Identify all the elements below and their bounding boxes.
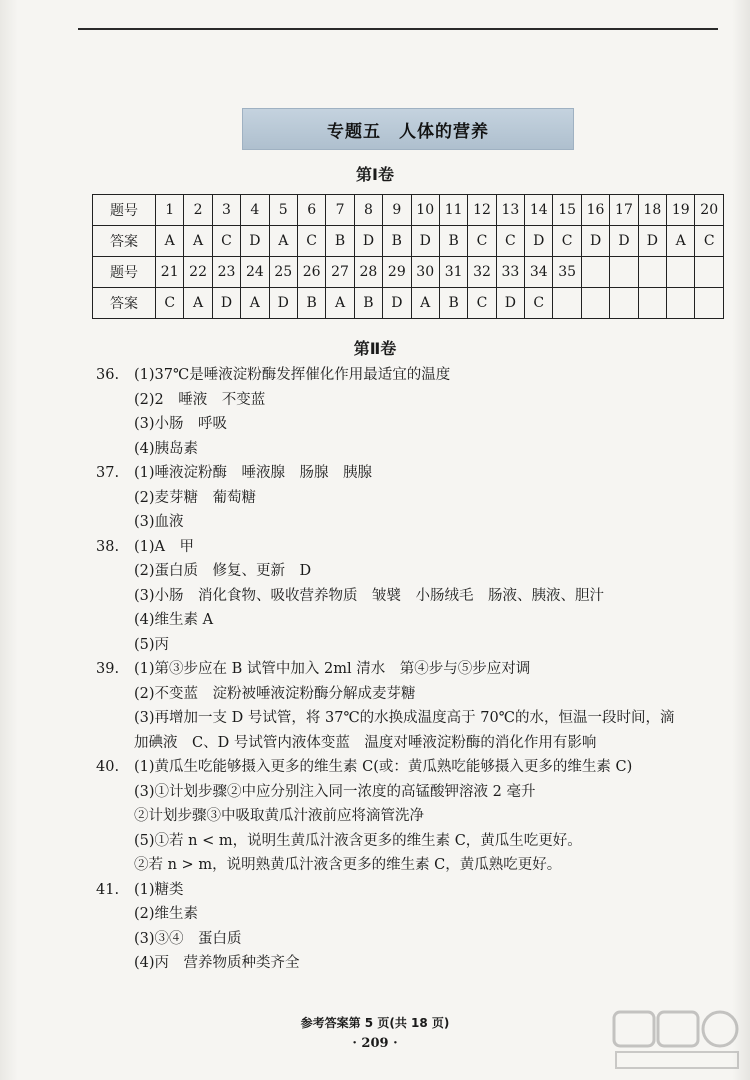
answer-line — [96, 902, 736, 927]
table-cell: B — [297, 288, 325, 319]
table-cell: 31 — [439, 257, 467, 288]
table-cell: 15 — [553, 195, 581, 226]
answer-line — [96, 633, 736, 658]
table-cell: D — [269, 288, 297, 319]
answer-text: (1)唾液淀粉酶 唾液腺 肠腺 胰腺 — [134, 465, 373, 481]
answer-text: (2)2 唾液 不变蓝 — [134, 391, 266, 408]
volume-1-title: 第Ⅰ卷 — [356, 165, 394, 184]
answer-line — [96, 657, 736, 682]
answer-line — [96, 927, 736, 952]
table-cell: 13 — [496, 195, 524, 226]
table-cell: A — [411, 288, 439, 319]
answer-text: (1)第③步应在 B 试管中加入 2ml 清水 第④步与⑤步应对调 — [134, 661, 531, 677]
table-cell: 19 — [667, 195, 695, 226]
table-cell — [610, 257, 638, 288]
answer-text: ②若 n > m，说明熟黄瓜汁液含更多的维生素 C，黄瓜熟吃更好。 — [134, 857, 562, 873]
table-cell — [581, 257, 609, 288]
table-cell: 28 — [354, 257, 382, 288]
answer-line — [96, 559, 736, 584]
table-cell — [553, 288, 581, 319]
table-cell: D — [411, 226, 439, 257]
table-cell: C — [156, 288, 184, 319]
answer-line — [96, 412, 736, 437]
answer-line — [96, 461, 736, 486]
table-cell: 20 — [695, 195, 724, 226]
table-cell: 6 — [297, 195, 325, 226]
table-cell: 16 — [581, 195, 609, 226]
answer-line — [96, 437, 736, 462]
table-cell: 5 — [269, 195, 297, 226]
table-cell: D — [354, 226, 382, 257]
table-cell: A — [269, 226, 297, 257]
table-cell: A — [667, 226, 695, 257]
table-cell: 35 — [553, 257, 581, 288]
question-number: 37. — [96, 465, 120, 481]
table-cell: 2 — [184, 195, 212, 226]
table-cell: 26 — [297, 257, 325, 288]
table-cell — [695, 288, 724, 319]
answer-text: (2)不变蓝 淀粉被唾液淀粉酶分解成麦芽糖 — [134, 685, 416, 702]
answer-line — [96, 829, 736, 854]
answer-text: (4)胰岛素 — [134, 440, 199, 457]
answer-line — [96, 878, 736, 903]
table-cell: C — [212, 226, 240, 257]
answer-line — [96, 608, 736, 633]
answer-text: (1)黄瓜生吃能够摄入更多的维生素 C(或：黄瓜熟吃能够摄入更多的维生素 C) — [134, 759, 633, 775]
answer-text: (3)再增加一支 D 号试管，将 37℃的水换成温度高于 70℃的水，恒温一段时间，滴 — [134, 710, 675, 726]
table-cell — [610, 288, 638, 319]
table-cell — [638, 257, 666, 288]
table-cell: 11 — [439, 195, 467, 226]
answer-text: (1)37℃是唾液淀粉酶发挥催化作用最适宜的温度 — [134, 367, 451, 383]
answer-text: (4)丙 营养物质种类齐全 — [134, 955, 300, 971]
answer-line — [96, 510, 736, 535]
table-cell: 25 — [269, 257, 297, 288]
table-cell: B — [354, 288, 382, 319]
table-cell: 17 — [610, 195, 638, 226]
table-cell: 12 — [468, 195, 496, 226]
volume-2-title: 第Ⅱ卷 — [353, 339, 397, 358]
table-row — [93, 257, 724, 288]
answer-line — [96, 363, 736, 388]
table-cell: 8 — [354, 195, 382, 226]
table-cell: 22 — [184, 257, 212, 288]
table-cell: B — [326, 226, 354, 257]
answer-line — [96, 706, 736, 731]
row-label-answer: 答案 — [93, 288, 156, 319]
question-number: 36. — [96, 367, 120, 383]
table-cell: C — [553, 226, 581, 257]
answer-line — [96, 731, 736, 756]
table-cell: 24 — [241, 257, 269, 288]
answer-text: (4)维生素 A — [134, 612, 214, 628]
table-row — [93, 288, 724, 319]
table-row — [93, 195, 724, 226]
answer-line — [96, 853, 736, 878]
answer-text: (5)①若 n < m，说明生黄瓜汁液含更多的维生素 C，黄瓜生吃更好。 — [134, 832, 582, 849]
table-cell: 23 — [212, 257, 240, 288]
table-cell: 32 — [468, 257, 496, 288]
answer-text: (1)A 甲 — [134, 538, 195, 555]
table-cell — [638, 288, 666, 319]
answer-text: (3)小肠 消化食物、吸收营养物质 皱襞 小肠绒毛 肠液、胰液、胆汁 — [134, 587, 605, 604]
question-number: 41. — [96, 881, 120, 898]
table-cell: 21 — [156, 257, 184, 288]
answer-line — [96, 755, 736, 780]
table-cell: D — [610, 226, 638, 257]
footer-label: 参考答案第 5 页(共 18 页) — [300, 1016, 450, 1030]
table-row — [93, 226, 724, 257]
answer-text: 加碘液 C、D 号试管内液体变蓝 温度对唾液淀粉酶的消化作用有影响 — [134, 734, 597, 751]
table-cell: A — [184, 226, 212, 257]
table-cell: 4 — [241, 195, 269, 226]
answer-text: (2)蛋白质 修复、更新 D — [134, 563, 312, 579]
table-cell: D — [383, 288, 411, 319]
page-number: · 209 · — [352, 1036, 398, 1051]
answer-text: (2)维生素 — [134, 906, 199, 922]
table-cell: B — [439, 226, 467, 257]
answer-line — [96, 535, 736, 560]
table-cell: 27 — [326, 257, 354, 288]
table-cell: C — [297, 226, 325, 257]
table-cell: C — [468, 288, 496, 319]
table-cell: C — [525, 288, 553, 319]
table-cell: 30 — [411, 257, 439, 288]
row-label-answer: 答案 — [93, 226, 156, 257]
table-cell: D — [581, 226, 609, 257]
table-cell — [695, 257, 724, 288]
table-cell: B — [383, 226, 411, 257]
table-cell: A — [241, 288, 269, 319]
answer-line — [96, 388, 736, 413]
table-cell: A — [184, 288, 212, 319]
table-cell: D — [638, 226, 666, 257]
answer-line — [96, 584, 736, 609]
table-cell: C — [695, 226, 724, 257]
table-cell — [581, 288, 609, 319]
answer-text: ②计划步骤③中吸取黄瓜汁液前应将滴管洗净 — [134, 808, 424, 824]
answer-line — [96, 486, 736, 511]
answer-text: (2)麦芽糖 葡萄糖 — [134, 489, 257, 506]
question-number: 38. — [96, 538, 120, 555]
table-cell: 18 — [638, 195, 666, 226]
table-cell — [667, 288, 695, 319]
table-cell: A — [156, 226, 184, 257]
row-label-question: 题号 — [93, 195, 156, 226]
answer-text: (3)血液 — [134, 514, 184, 530]
answer-line — [96, 951, 736, 976]
table-cell: B — [439, 288, 467, 319]
answer-text: (3)①计划步骤②中应分别注入同一浓度的高锰酸钾溶液 2 毫升 — [134, 783, 536, 800]
table-cell: D — [212, 288, 240, 319]
answer-text: (5)丙 — [134, 636, 170, 653]
answer-table — [92, 194, 724, 319]
table-cell: 14 — [525, 195, 553, 226]
answer-line — [96, 804, 736, 829]
table-cell: 1 — [156, 195, 184, 226]
table-cell: 9 — [383, 195, 411, 226]
table-cell — [667, 257, 695, 288]
table-cell: C — [468, 226, 496, 257]
table-cell: C — [496, 226, 524, 257]
watermark-logo — [612, 1010, 742, 1072]
answer-line — [96, 682, 736, 707]
question-number: 40. — [96, 759, 120, 775]
answer-text: (1)糖类 — [134, 881, 184, 898]
table-cell: 29 — [383, 257, 411, 288]
section-title: 专题五 人体的营养 — [242, 108, 574, 150]
table-cell: 7 — [326, 195, 354, 226]
table-cell: D — [241, 226, 269, 257]
table-cell: 33 — [496, 257, 524, 288]
top-rule — [78, 28, 718, 30]
row-label-question: 题号 — [93, 257, 156, 288]
answer-text: (3)小肠 呼吸 — [134, 416, 228, 432]
table-cell: A — [326, 288, 354, 319]
table-cell: D — [496, 288, 524, 319]
answer-list — [96, 363, 736, 976]
answer-text: (3)③④ 蛋白质 — [134, 930, 242, 947]
table-cell: 10 — [411, 195, 439, 226]
answer-line — [96, 780, 736, 805]
table-cell: 3 — [212, 195, 240, 226]
table-cell: 34 — [525, 257, 553, 288]
question-number: 39. — [96, 661, 120, 677]
table-cell: D — [525, 226, 553, 257]
